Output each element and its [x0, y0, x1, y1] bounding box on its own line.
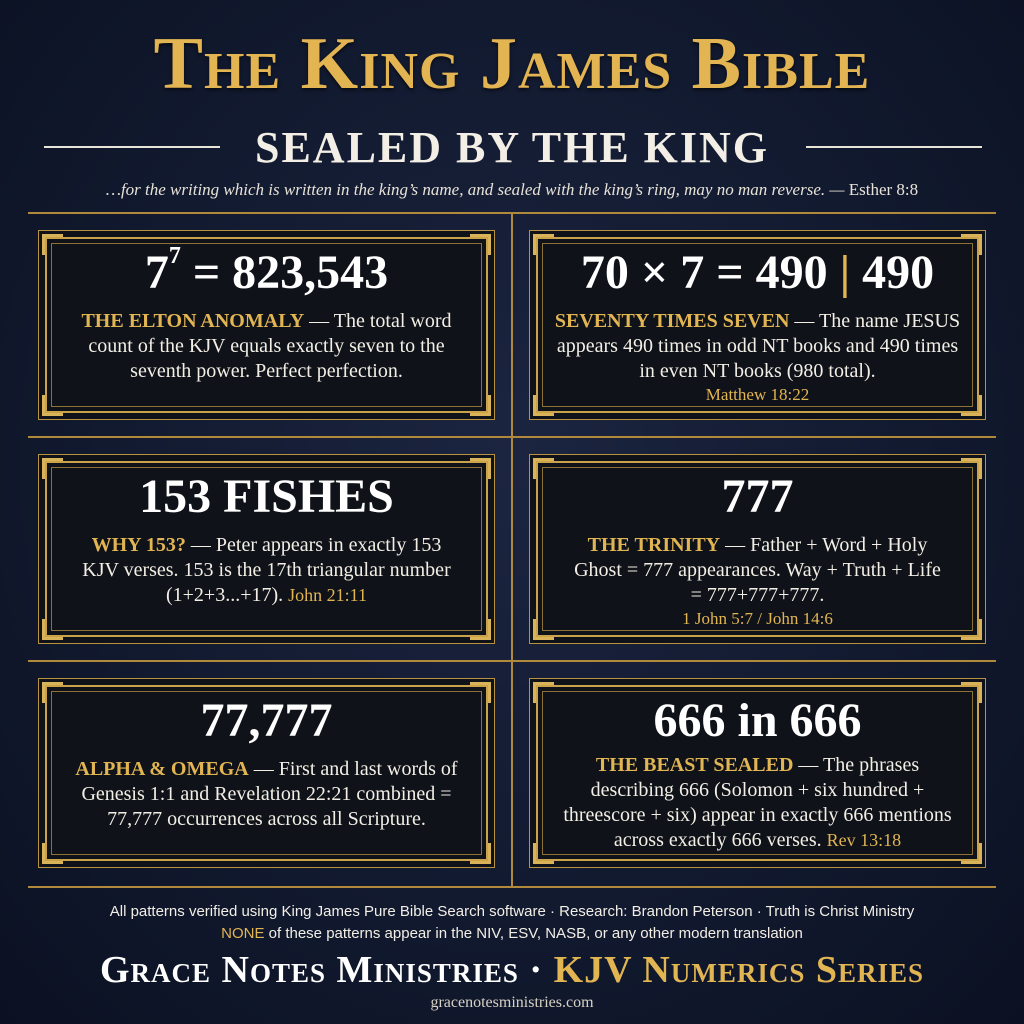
panel-trinity-777	[529, 454, 986, 644]
headline-value: = 823,543	[180, 246, 389, 299]
panel-description	[65, 757, 468, 832]
ornament-corner	[470, 843, 491, 864]
panel-description	[566, 533, 949, 630]
panel-keyword: ALPHA & OMEGA	[75, 758, 249, 780]
ornament-corner	[470, 395, 491, 416]
page-title: The King James Bible	[153, 23, 871, 105]
brand-series: KJV Numerics Series	[553, 949, 925, 991]
panel-text: — The phrases describing 666 (Solomon + six hundred + threescore + six) appear in exactly 666 mentions across exactly 666 verses.	[563, 754, 952, 851]
panel-headline	[39, 245, 494, 300]
ornament-corner	[533, 843, 554, 864]
ornament-corner	[42, 843, 63, 864]
footer-credits: All patterns verified using King James Pure Bible Search software · Research: Brandon Peterson · Truth is Christ Ministry	[109, 903, 915, 920]
brand-line	[0, 948, 1024, 992]
panel-reference: John 21:11	[288, 585, 367, 605]
panel-666-in-666	[529, 678, 986, 868]
panel-keyword: SEVENTY TIMES SEVEN	[554, 310, 790, 332]
verse-reference: Esther 8:8	[848, 180, 919, 199]
panel-description	[552, 309, 963, 406]
subtitle-rule-right	[806, 146, 982, 148]
panel-keyword: WHY 153?	[91, 534, 186, 556]
headline-exponent: 7	[168, 243, 181, 269]
panel-headline	[530, 245, 985, 300]
panel-description	[79, 309, 454, 384]
ornament-corner	[961, 619, 982, 640]
footer-disclaimer	[0, 925, 1024, 942]
ornament-corner	[42, 395, 63, 416]
panel-seventy-times-seven	[529, 230, 986, 420]
panel-text: — Father + Word + Holy Ghost = 777 appearances. Way + Truth + Life = 777+777+777.	[574, 534, 941, 606]
disclaimer-text: of these patterns appear in the NIV, ESV, NASB, or any other modern translation	[264, 925, 803, 942]
ornament-corner	[961, 843, 982, 864]
panel-alpha-omega	[38, 678, 495, 868]
headline-left: 70 × 7 = 490	[580, 246, 828, 299]
headline-base: 7	[144, 246, 169, 299]
panel-text: — The total word count of the KJV equals exactly seven to the seventh power. Perfect perfection.	[88, 310, 452, 382]
panel-reference: Rev 13:18	[826, 830, 902, 850]
ornament-corner	[961, 395, 982, 416]
ornament-corner	[533, 619, 554, 640]
brand-ministry: Grace Notes Ministries ·	[99, 949, 554, 991]
panel-text: — The name JESUS appears 490 times in odd NT books and 490 times in even NT books (980 total).	[556, 310, 961, 382]
subtitle: SEALED BY THE KING	[254, 123, 770, 172]
ornament-corner	[470, 619, 491, 640]
ornament-corner	[533, 395, 554, 416]
panel-153-fishes	[38, 454, 495, 644]
verse-text: …for the writing which is written in the king’s name, and sealed with the king’s ring, may no man reverse. —	[105, 180, 845, 199]
ornament-corner	[42, 619, 63, 640]
grid-line-center	[511, 212, 513, 888]
panel-description	[79, 533, 454, 608]
panel-elton-anomaly	[38, 230, 495, 420]
subtitle-row	[0, 120, 1024, 174]
panel-headline: 777	[721, 470, 794, 523]
website-url: gracenotesministries.com	[430, 994, 594, 1011]
panel-headline: 666 in 666	[653, 694, 862, 747]
panel-text: — Peter appears in exactly 153 KJV verses. 153 is the 17th triangular number (1+2+3...+17).	[82, 534, 451, 606]
panel-keyword: THE TRINITY	[587, 534, 721, 556]
epigraph-verse	[0, 180, 1024, 200]
panel-description	[552, 753, 963, 853]
panel-headline: 77,777	[200, 694, 333, 747]
panel-reference: 1 John 5:7 / John 14:6	[682, 609, 833, 628]
panel-keyword: THE BEAST SEALED	[595, 754, 794, 776]
panel-reference: Matthew 18:22	[705, 385, 810, 404]
headline-right: 490	[862, 246, 935, 299]
panel-text: — First and last words of Genesis 1:1 and Revelation 22:21 combined = 77,777 occurrences across all Scripture.	[81, 758, 458, 830]
panel-keyword: THE ELTON ANOMALY	[81, 310, 305, 332]
none-emphasis: NONE	[221, 925, 265, 942]
panel-headline: 153 FISHES	[139, 470, 394, 523]
headline-divider: |	[839, 246, 851, 299]
